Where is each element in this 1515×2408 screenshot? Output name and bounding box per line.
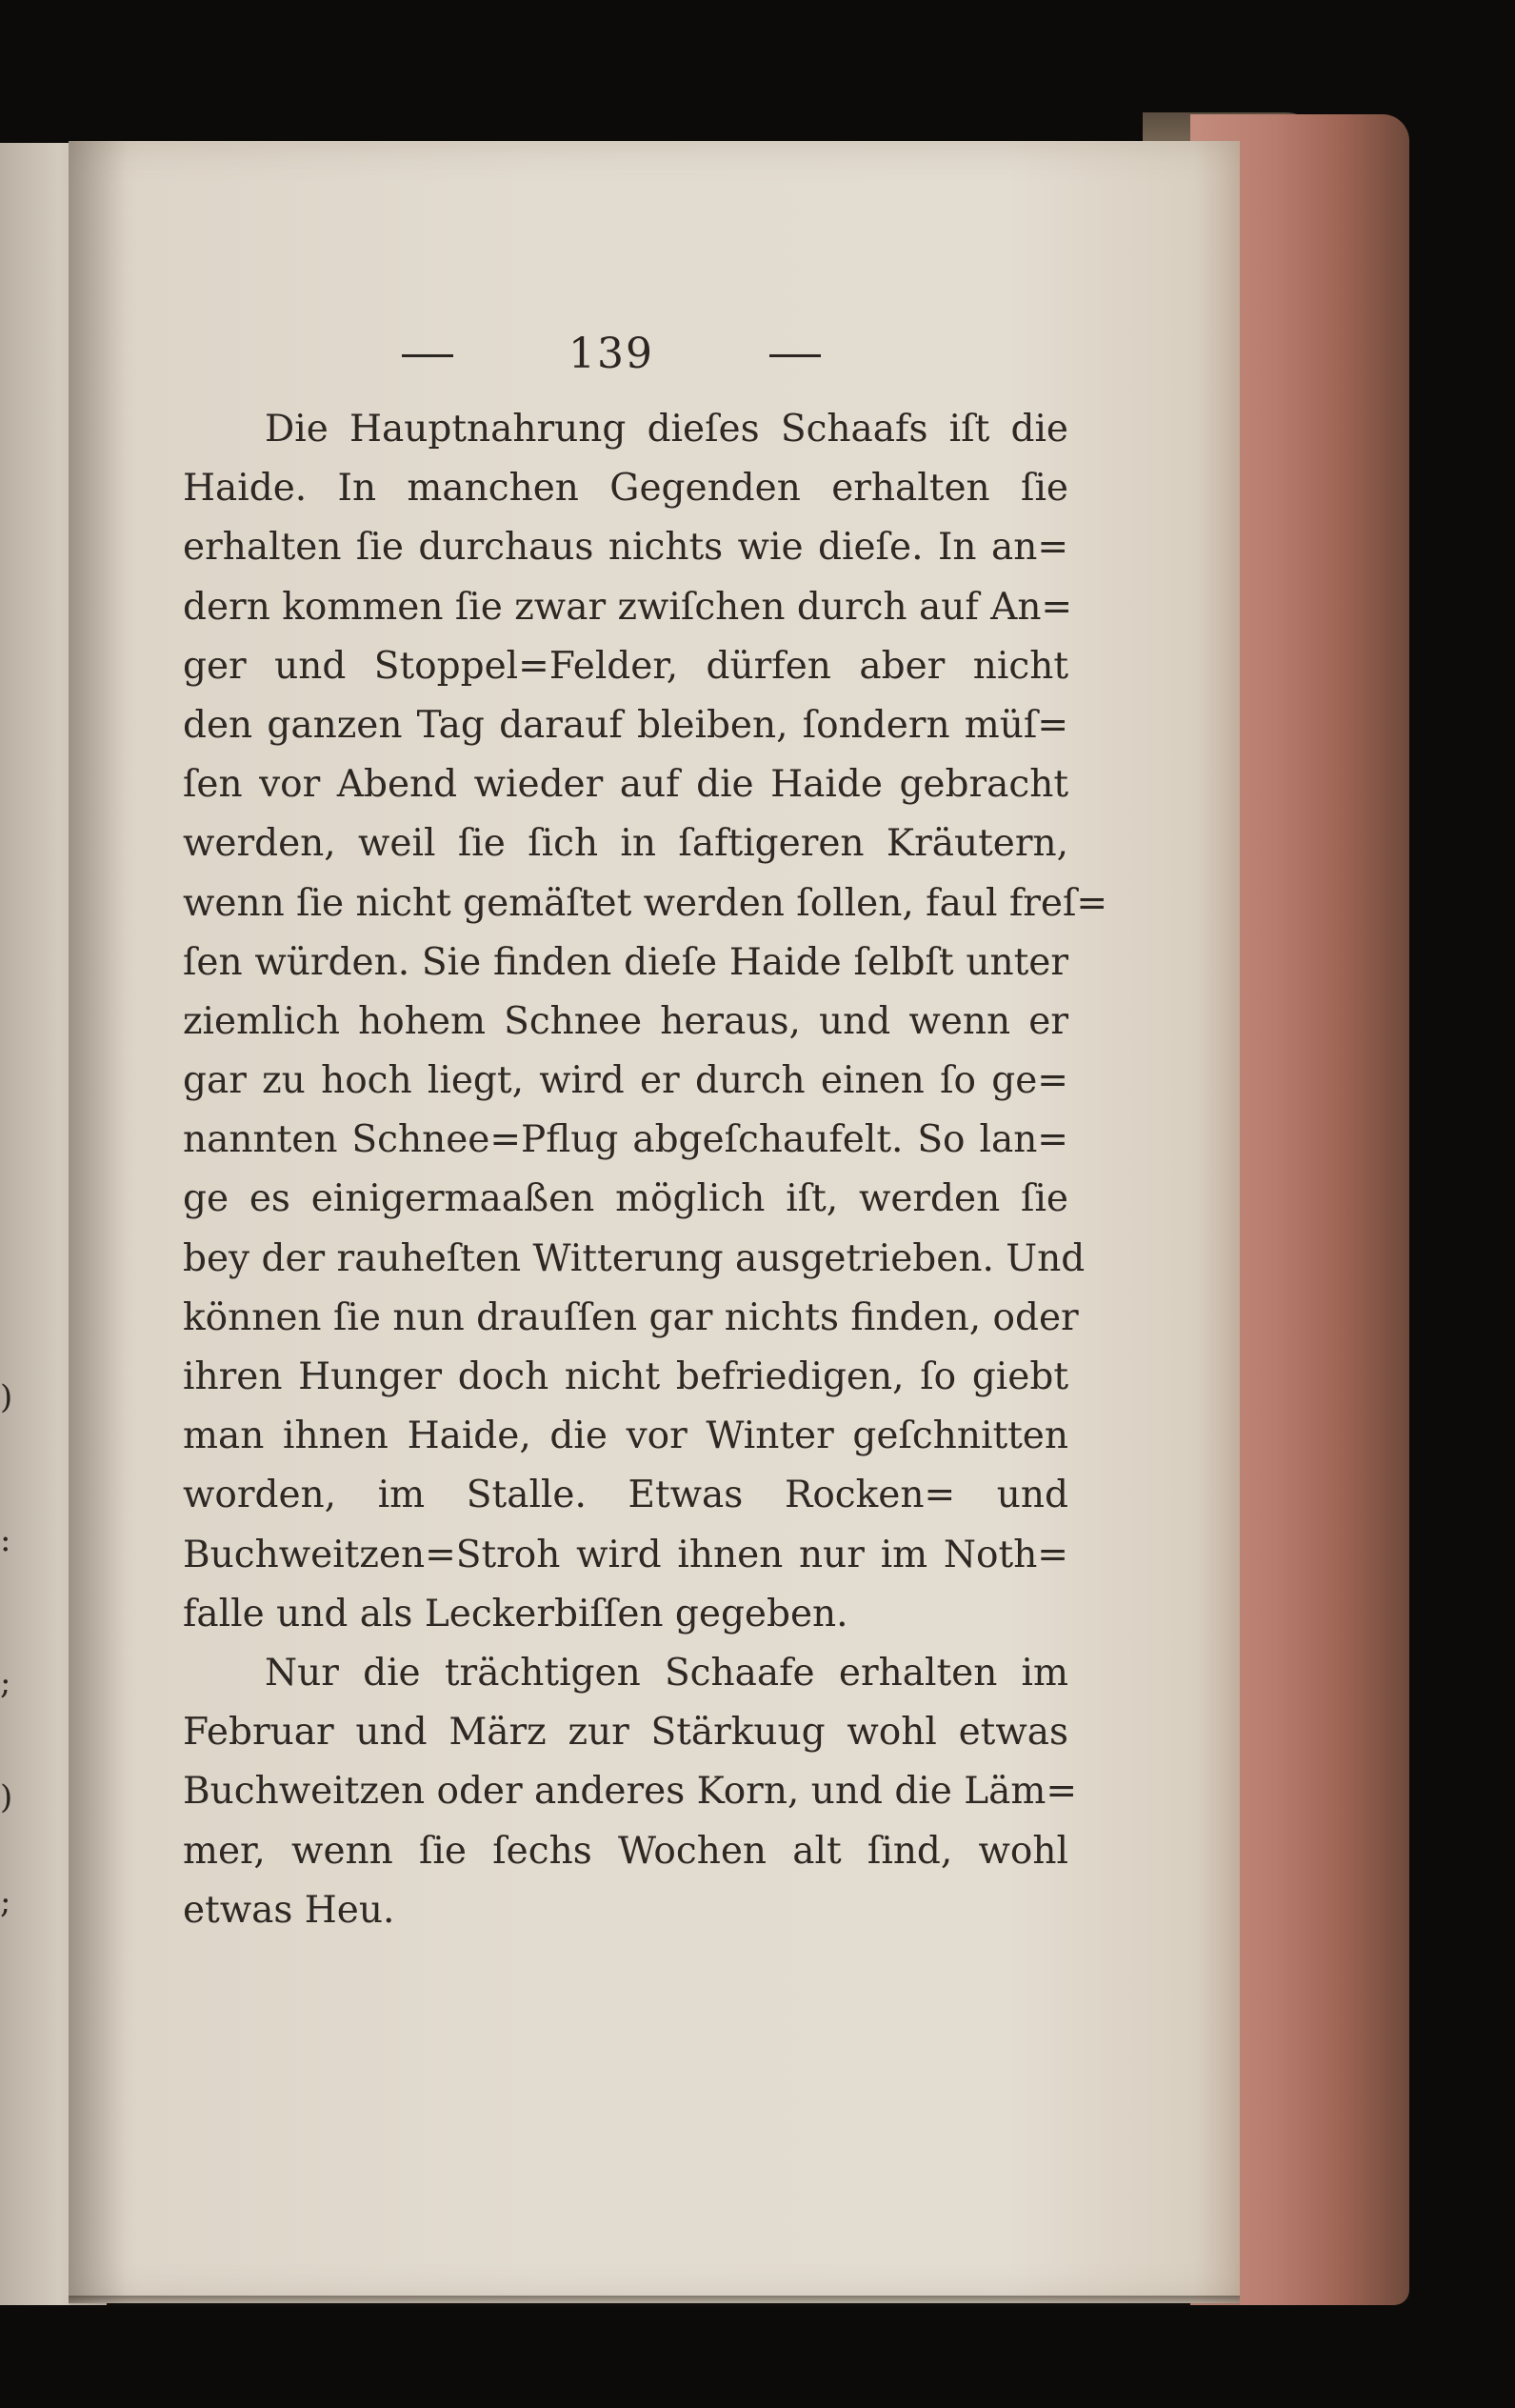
text-line: Haide. In manchen Gegenden erhalten ſie	[183, 467, 1068, 511]
text-line: Buchweitzen=Stroh wird ihnen nur im Noth=	[183, 1533, 1068, 1576]
text-line: ge es einigermaaßen möglich iſt, werden ſie	[183, 1177, 1068, 1221]
book-page	[69, 141, 1240, 2303]
header-dash-right	[769, 354, 821, 357]
previous-page-mark: )	[0, 1778, 13, 1816]
page-number: 139	[568, 330, 654, 378]
text-line: Nur die trächtigen Schaafe erhalten im	[265, 1651, 1068, 1695]
previous-page-mark: ;	[0, 1664, 11, 1702]
text-line: erhalten ſie durchaus nichts wie dieſe. In an=	[183, 526, 1068, 570]
body-text	[183, 400, 1108, 1940]
text-line: bey der rauheſten Witterung ausgetrieben. Und	[183, 1236, 1086, 1280]
gutter-shadow	[69, 141, 126, 2303]
text-line: können ſie nun drauſſen gar nichts finden, oder	[183, 1295, 1079, 1339]
text-line: ſen vor Abend wieder auf die Haide gebracht	[183, 763, 1068, 807]
text-line: dern kommen ſie zwar zwiſchen durch auf An=	[183, 585, 1073, 629]
previous-page-mark: ;	[0, 1883, 11, 1921]
text-line: worden, im Stalle. Etwas Rocken= und	[183, 1474, 1068, 1517]
page-bottom-shadow	[69, 2296, 1240, 2307]
previous-page-mark: :	[0, 1521, 11, 1559]
text-line: nannten Schnee=Pflug abgeſchaufelt. So lan=	[183, 1118, 1068, 1162]
text-line: Buchweitzen oder anderes Korn, und die Läm=	[183, 1770, 1078, 1814]
text-line: ziemlich hohem Schnee heraus, und wenn er	[183, 999, 1068, 1043]
text-line: Die Hauptnahrung dieſes Schaafs iſt die	[265, 408, 1068, 451]
previous-page-marks	[0, 1378, 13, 1953]
text-line: gar zu hoch liegt, wird er durch einen ſo ge=	[183, 1059, 1068, 1103]
text-line: ger und Stoppel=Felder, dürfen aber nicht	[183, 644, 1068, 688]
text-line: ſen würden. Sie finden dieſe Haide ſelbſt unter	[183, 940, 1068, 984]
text-line: wenn ſie nicht gemäſtet werden ſollen, faul freſ=	[183, 881, 1108, 925]
text-line: etwas Heu.	[183, 1888, 395, 1932]
text-line: man ihnen Haide, die vor Winter geſchnitten	[183, 1415, 1068, 1458]
text-line: falle und als Leckerbiſſen gegeben.	[183, 1592, 848, 1635]
text-line: Februar und März zur Stärkuug wohl etwas	[183, 1711, 1068, 1755]
text-line: mer, wenn ſie ſechs Wochen alt ſind, wohl	[183, 1829, 1068, 1873]
page-header	[364, 330, 859, 387]
text-line: den ganzen Tag darauf bleiben, ſondern müſ=	[183, 703, 1068, 747]
text-line: ihren Hunger doch nicht befriedigen, ſo giebt	[183, 1355, 1068, 1398]
previous-page-mark: )	[0, 1378, 13, 1416]
text-line: werden, weil ſie ſich in ſaftigeren Kräutern,	[183, 822, 1068, 866]
